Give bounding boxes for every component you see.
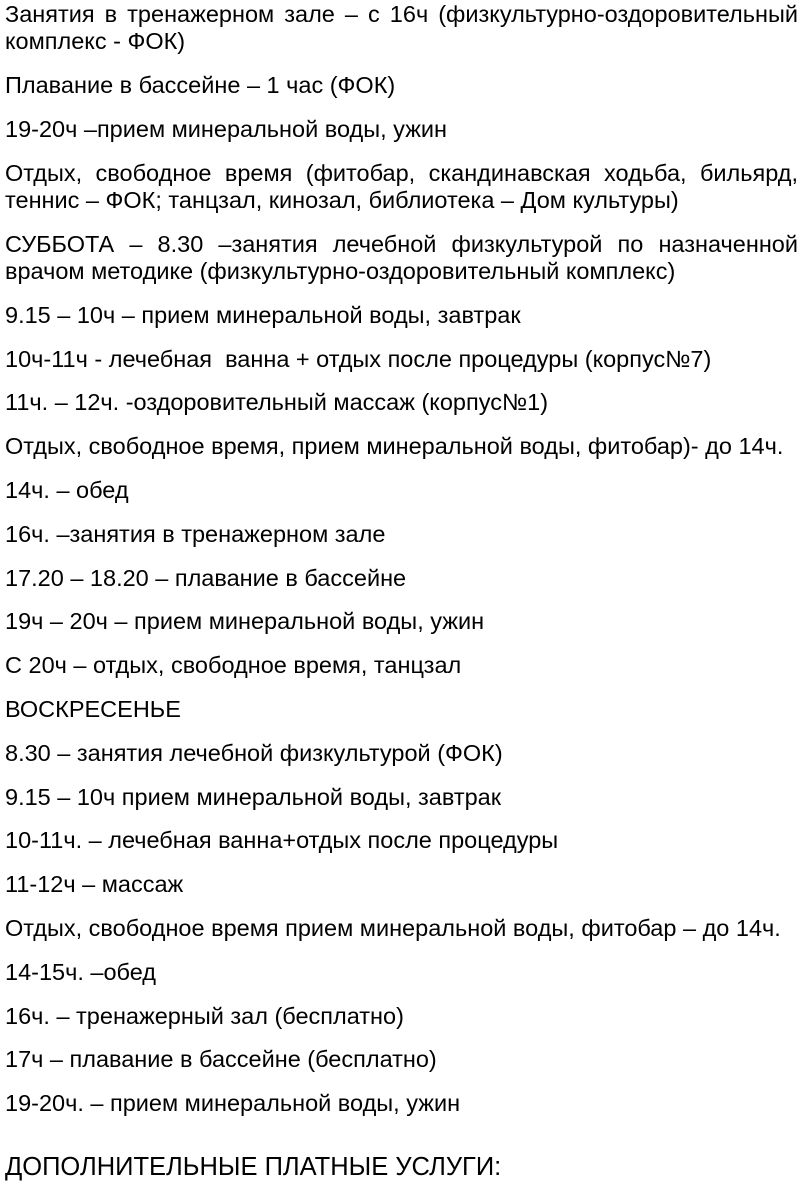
paragraph-line: врачом методике (физкультурно-оздоровительный комплекс) xyxy=(5,258,676,285)
saturday-exercise-heading xyxy=(5,231,798,286)
paragraph-line: 16ч. – тренажерный зал (бесплатно) xyxy=(5,1002,404,1029)
paragraph-line: 16ч. –занятия в тренажерном зале xyxy=(5,520,386,547)
sunday-heading xyxy=(5,696,798,723)
sun-gym-free xyxy=(5,1003,798,1030)
paragraph-line: Отдых, свободное время (фитобар, скандинавская ходьба, бильярд, xyxy=(5,159,798,186)
sat-gym xyxy=(5,521,798,548)
paragraph-line: теннис – ФОК; танцзал, кинозал, библиотека – Дом культуры) xyxy=(5,186,679,213)
sun-massage xyxy=(5,871,798,898)
sat-water-breakfast xyxy=(5,302,798,329)
sun-exercise xyxy=(5,740,798,767)
sun-water-dinner xyxy=(5,1090,798,1117)
paragraph-line: 19-20ч. – прием минеральной воды, ужин xyxy=(5,1090,461,1117)
sun-leisure-until-14 xyxy=(5,915,798,942)
paragraph-line: 14-15ч. –обед xyxy=(5,958,157,985)
paragraph-line: 10-11ч. – лечебная ванна+отдых после процедуры xyxy=(5,827,559,854)
paragraph-line: 11-12ч – массаж xyxy=(5,871,184,898)
paragraph-line: СУББОТА – 8.30 –занятия лечебной физкультурой по назначенной xyxy=(5,230,798,257)
sat-swimming xyxy=(5,565,798,592)
paragraph-line: 17ч – плавание в бассейне (бесплатно) xyxy=(5,1046,437,1073)
sat-lunch xyxy=(5,477,798,504)
daily-leisure-facilities xyxy=(5,160,798,215)
sat-massage xyxy=(5,389,798,416)
paragraph-line: Занятия в тренажерном зале – с 16ч (физкультурно-оздоровительный xyxy=(5,1,798,27)
paragraph-line: 17.20 – 18.20 – плавание в бассейне xyxy=(5,564,407,591)
paragraph-line: 14ч. – обед xyxy=(5,477,129,504)
paid-services-heading xyxy=(5,1154,798,1181)
sat-water-dinner xyxy=(5,608,798,635)
paragraph-line: 19-20ч –прием минеральной воды, ужин xyxy=(5,115,448,142)
daily-pool-note xyxy=(5,72,798,99)
sat-bath-rest xyxy=(5,346,798,373)
daily-water-dinner xyxy=(5,116,798,143)
sat-leisure-until-14 xyxy=(5,433,798,460)
paragraph-line: Плавание в бассейне – 1 час (ФОК) xyxy=(5,72,396,99)
sun-swimming-free xyxy=(5,1046,798,1073)
sat-evening-leisure xyxy=(5,652,798,679)
paragraph-line: 8.30 – занятия лечебной физкультурой (ФОК) xyxy=(5,739,503,766)
paragraph-line: ВОСКРЕСЕНЬЕ xyxy=(5,696,181,723)
paragraph-line: комплекс - ФОК) xyxy=(5,28,186,55)
paragraph-line: 9.15 – 10ч прием минеральной воды, завтрак xyxy=(5,783,502,810)
paragraph-line: 11ч. – 12ч. -оздоровительный массаж (корпус№1) xyxy=(5,389,549,416)
sun-water-breakfast xyxy=(5,784,798,811)
daily-gym-note xyxy=(5,1,798,56)
paragraph-line: ДОПОЛНИТЕЛЬНЫЕ ПЛАТНЫЕ УСЛУГИ: xyxy=(5,1152,502,1181)
paragraph-line: Отдых, свободное время, прием минеральной воды, фитобар)- до 14ч. xyxy=(5,433,784,460)
paragraph-line: Отдых, свободное время прием минеральной воды, фитобар – до 14ч. xyxy=(5,915,781,942)
paragraph-line: 10ч-11ч - лечебная ванна + отдых после процедуры (корпус№7) xyxy=(5,345,712,372)
sun-lunch xyxy=(5,959,798,986)
paragraph-line: 19ч – 20ч – прием минеральной воды, ужин xyxy=(5,608,485,635)
paragraph-line: 9.15 – 10ч – прием минеральной воды, завтрак xyxy=(5,301,521,328)
sun-bath-rest xyxy=(5,827,798,854)
paragraph-line: С 20ч – отдых, свободное время, танцзал xyxy=(5,652,462,679)
